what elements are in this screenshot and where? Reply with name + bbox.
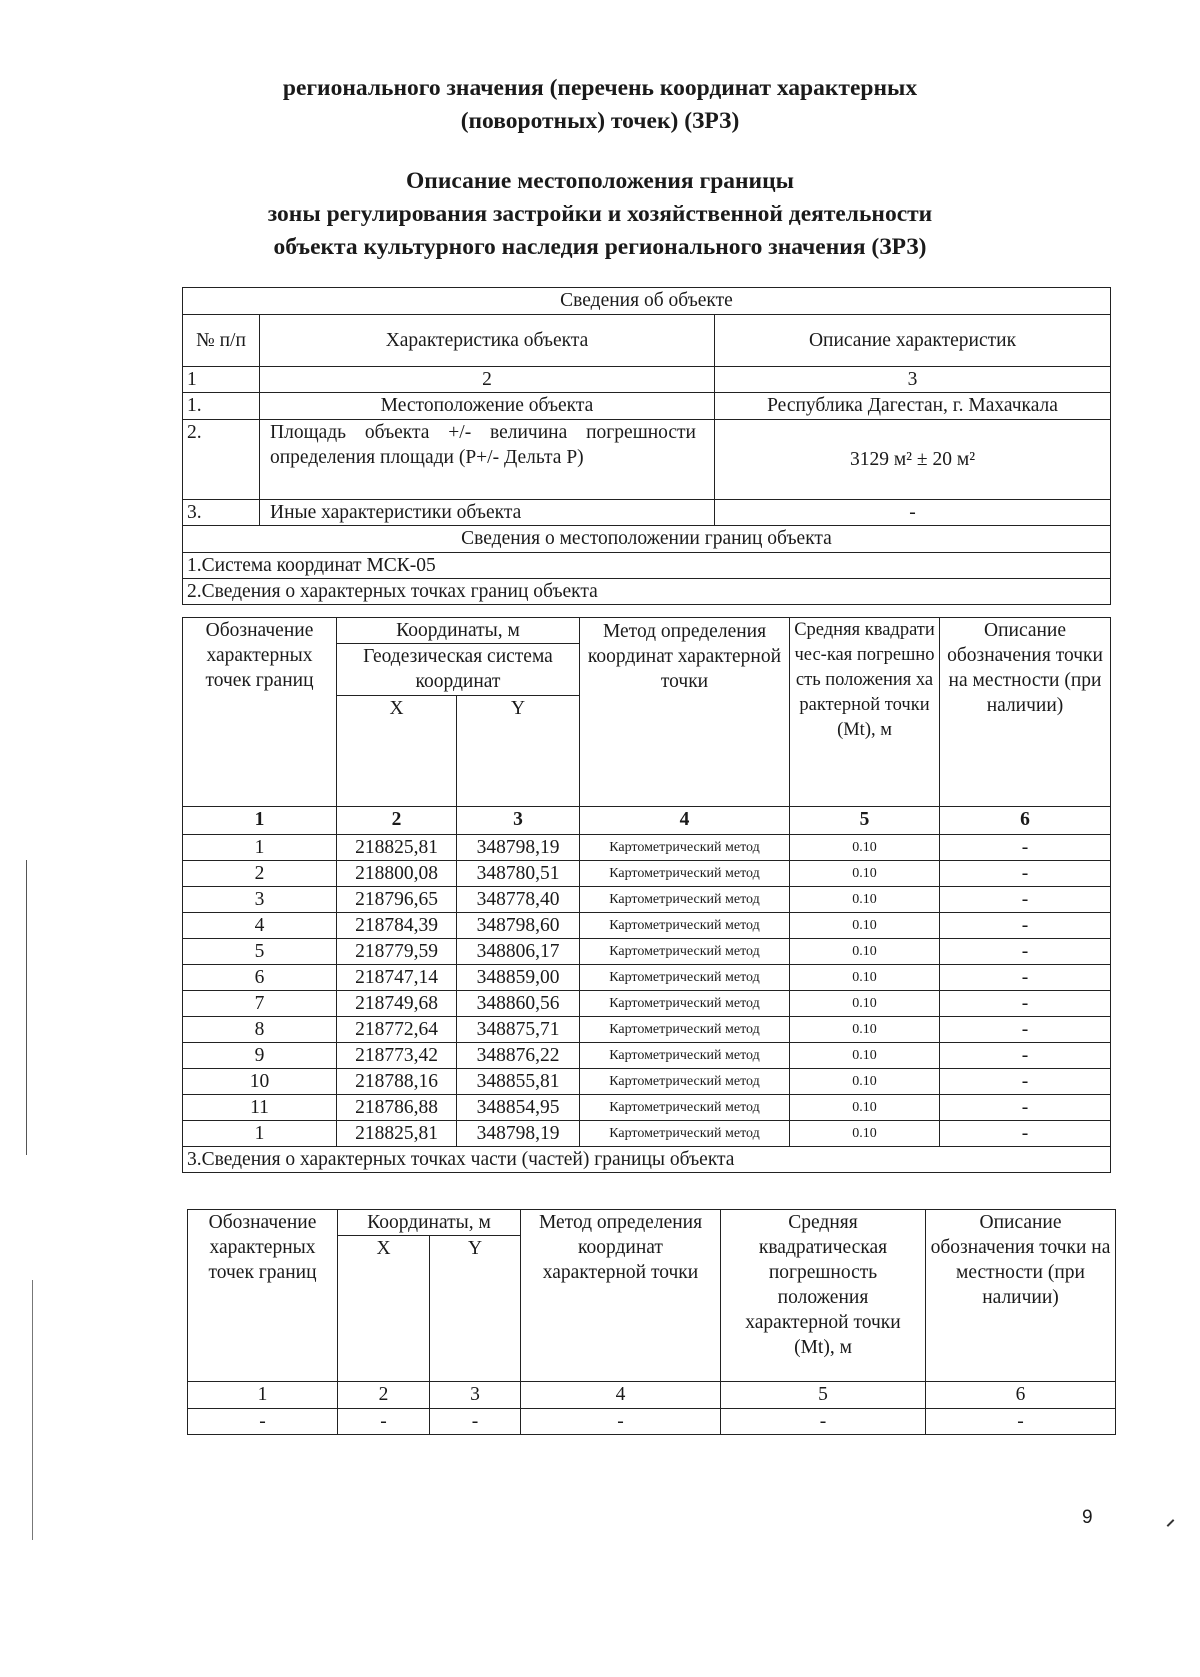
coordinate-system: 1.Система координат МСК-05 [183, 553, 1111, 579]
table-row [183, 965, 1111, 991]
coordinate-x: 218800,08 [337, 861, 457, 887]
point-number: 4 [183, 913, 337, 939]
point-number: 7 [183, 991, 337, 1017]
table-row [183, 939, 1111, 965]
coordinate-y: 348875,71 [457, 1017, 580, 1043]
method-cell: Картометрический метод [580, 1121, 790, 1147]
point-number: 5 [183, 939, 337, 965]
row-description: - [715, 500, 1111, 526]
header-error-text: Средняя квадратичес-кая погрешность положения характерной точки (Mt), м [794, 620, 935, 740]
index-cell: 3 [430, 1382, 521, 1409]
coordinate-y: 348798,60 [457, 913, 580, 939]
table-row [183, 861, 1111, 887]
page-number: 9 [1082, 1507, 1093, 1528]
margin-line [26, 860, 27, 1155]
table-row [183, 835, 1111, 861]
header-designation: Обозначение характерных точек границ [183, 618, 337, 807]
header-description: Описание обозначения точки на местности (при наличии) [926, 1210, 1116, 1382]
point-number: 1 [183, 835, 337, 861]
header-error [790, 618, 940, 807]
section-heading [0, 165, 1200, 264]
scan-mark [1167, 1519, 1175, 1527]
index-cell: 5 [790, 807, 940, 835]
coordinate-y: 348780,51 [457, 861, 580, 887]
object-info-table [182, 287, 1111, 605]
header-method: Метод определения координат характерной точки [521, 1210, 721, 1382]
method-cell: Картометрический метод [580, 861, 790, 887]
row-description: 3129 м² ± 20 м² [715, 420, 1111, 500]
header-x: X [338, 1236, 430, 1382]
index-cell: 4 [521, 1382, 721, 1409]
coordinate-y: 348876,22 [457, 1043, 580, 1069]
row-number: 1. [183, 393, 260, 420]
table-row [183, 1095, 1111, 1121]
part-points-table [187, 1209, 1116, 1435]
method-cell: Картометрический метод [580, 1095, 790, 1121]
table-row [183, 913, 1111, 939]
index-cell: 3 [457, 807, 580, 835]
points-section-title: 2.Сведения о характерных точках границ объекта [183, 579, 1111, 605]
header-number: № п/п [183, 315, 260, 367]
point-number: 8 [183, 1017, 337, 1043]
method-cell: Картометрический метод [580, 913, 790, 939]
index-cell: 1 [183, 367, 260, 393]
header-description: Описание характеристик [715, 315, 1111, 367]
method-cell: Картометрический метод [580, 1043, 790, 1069]
header-error: Средняя квадратическая погрешность положения характерной точки (Mt), м [721, 1210, 926, 1382]
point-number: 6 [183, 965, 337, 991]
method-cell: Картометрический метод [580, 835, 790, 861]
coordinate-y: 348798,19 [457, 835, 580, 861]
coordinate-y: 348798,19 [457, 1121, 580, 1147]
error-cell: 0.10 [790, 887, 940, 913]
error-cell: 0.10 [790, 1017, 940, 1043]
points-body [183, 835, 1111, 1147]
object-info-title: Сведения об объекте [183, 288, 1111, 315]
method-cell: Картометрический метод [580, 965, 790, 991]
header-method: Метод определения координат характерной точки [580, 618, 790, 807]
description-cell: - [940, 1121, 1111, 1147]
empty-cell: - [188, 1409, 338, 1435]
description-cell: - [940, 861, 1111, 887]
empty-cell: - [926, 1409, 1116, 1435]
header-y: Y [457, 696, 580, 807]
coordinate-x: 218773,42 [337, 1043, 457, 1069]
continued-heading-line-1: регионального значения (перечень координат характерных [282, 75, 918, 101]
description-cell: - [940, 1043, 1111, 1069]
coordinate-x: 218786,88 [337, 1095, 457, 1121]
coordinate-x: 218784,39 [337, 913, 457, 939]
description-cell: - [940, 913, 1111, 939]
index-cell: 2 [337, 807, 457, 835]
error-cell: 0.10 [790, 965, 940, 991]
point-number: 1 [183, 1121, 337, 1147]
error-cell: 0.10 [790, 991, 940, 1017]
description-cell: - [940, 991, 1111, 1017]
header-geodetic-system: Геодезическая система координат [337, 644, 580, 696]
row-characteristic: Площадь объекта +/- величина погрешности определения площади (P+/- Дельта P) [260, 420, 715, 500]
header-coordinates: Координаты, м [337, 618, 580, 644]
method-cell: Картометрический метод [580, 939, 790, 965]
coordinate-y: 348855,81 [457, 1069, 580, 1095]
coordinate-x: 218772,64 [337, 1017, 457, 1043]
point-number: 10 [183, 1069, 337, 1095]
coordinate-x: 218779,59 [337, 939, 457, 965]
section-heading-line-2: зоны регулирования застройки и хозяйственной деятельности [267, 201, 933, 227]
table-row [183, 887, 1111, 913]
error-cell: 0.10 [790, 939, 940, 965]
index-cell: 2 [338, 1382, 430, 1409]
table-row [183, 1043, 1111, 1069]
header-designation: Обозначение характерных точек границ [188, 1210, 338, 1382]
point-number: 9 [183, 1043, 337, 1069]
section-heading-line-3: объекта культурного наследия регионального значения (ЗРЗ) [273, 234, 927, 260]
coordinate-x: 218796,65 [337, 887, 457, 913]
row-description: Республика Дагестан, г. Махачкала [715, 393, 1111, 420]
coordinate-x: 218825,81 [337, 835, 457, 861]
table-row [183, 1069, 1111, 1095]
error-cell: 0.10 [790, 861, 940, 887]
error-cell: 0.10 [790, 1043, 940, 1069]
description-cell: - [940, 1069, 1111, 1095]
error-cell: 0.10 [790, 835, 940, 861]
header-description: Описание обозначения точки на местности (при наличии) [940, 618, 1111, 807]
coordinate-y: 348778,40 [457, 887, 580, 913]
coordinate-x: 218825,81 [337, 1121, 457, 1147]
boundary-points-table [182, 617, 1111, 1173]
index-cell: 1 [183, 807, 337, 835]
coordinate-x: 218749,68 [337, 991, 457, 1017]
description-cell: - [940, 965, 1111, 991]
continued-heading-line-2: (поворотных) точек) (ЗРЗ) [460, 108, 740, 134]
index-cell: 2 [260, 367, 715, 393]
error-cell: 0.10 [790, 1069, 940, 1095]
error-cell: 0.10 [790, 913, 940, 939]
method-cell: Картометрический метод [580, 991, 790, 1017]
table-row [183, 991, 1111, 1017]
row-number: 3. [183, 500, 260, 526]
table-row [183, 1121, 1111, 1147]
empty-cell: - [521, 1409, 721, 1435]
coordinate-y: 348854,95 [457, 1095, 580, 1121]
coordinate-y: 348860,56 [457, 991, 580, 1017]
description-cell: - [940, 835, 1111, 861]
description-cell: - [940, 1017, 1111, 1043]
header-x: X [337, 696, 457, 807]
method-cell: Картометрический метод [580, 887, 790, 913]
row-characteristic: Местоположение объекта [260, 393, 715, 420]
header-y: Y [430, 1236, 521, 1382]
description-cell: - [940, 939, 1111, 965]
empty-cell: - [338, 1409, 430, 1435]
empty-cell: - [430, 1409, 521, 1435]
point-number: 2 [183, 861, 337, 887]
index-cell: 6 [940, 807, 1111, 835]
section-heading-line-1: Описание местоположения границы [406, 168, 794, 194]
coordinate-x: 218747,14 [337, 965, 457, 991]
margin-line-lower [32, 1280, 33, 1540]
row-characteristic: Иные характеристики объекта [260, 500, 715, 526]
index-cell: 5 [721, 1382, 926, 1409]
method-cell: Картометрический метод [580, 1017, 790, 1043]
coordinate-y: 348806,17 [457, 939, 580, 965]
point-number: 3 [183, 887, 337, 913]
row-number: 2. [183, 420, 260, 500]
point-number: 11 [183, 1095, 337, 1121]
empty-cell: - [721, 1409, 926, 1435]
coordinate-y: 348859,00 [457, 965, 580, 991]
description-cell: - [940, 1095, 1111, 1121]
index-cell: 1 [188, 1382, 338, 1409]
method-cell: Картометрический метод [580, 1069, 790, 1095]
index-cell: 6 [926, 1382, 1116, 1409]
index-cell: 4 [580, 807, 790, 835]
part-points-title: 3.Сведения о характерных точках части (частей) границы объекта [183, 1147, 1111, 1173]
error-cell: 0.10 [790, 1121, 940, 1147]
continued-heading [0, 72, 1200, 138]
boundary-info-title: Сведения о местоположении границ объекта [183, 526, 1111, 553]
error-cell: 0.10 [790, 1095, 940, 1121]
index-cell: 3 [715, 367, 1111, 393]
coordinate-x: 218788,16 [337, 1069, 457, 1095]
description-cell: - [940, 887, 1111, 913]
header-coordinates: Координаты, м [338, 1210, 521, 1236]
table-row [183, 1017, 1111, 1043]
header-characteristic: Характеристика объекта [260, 315, 715, 367]
